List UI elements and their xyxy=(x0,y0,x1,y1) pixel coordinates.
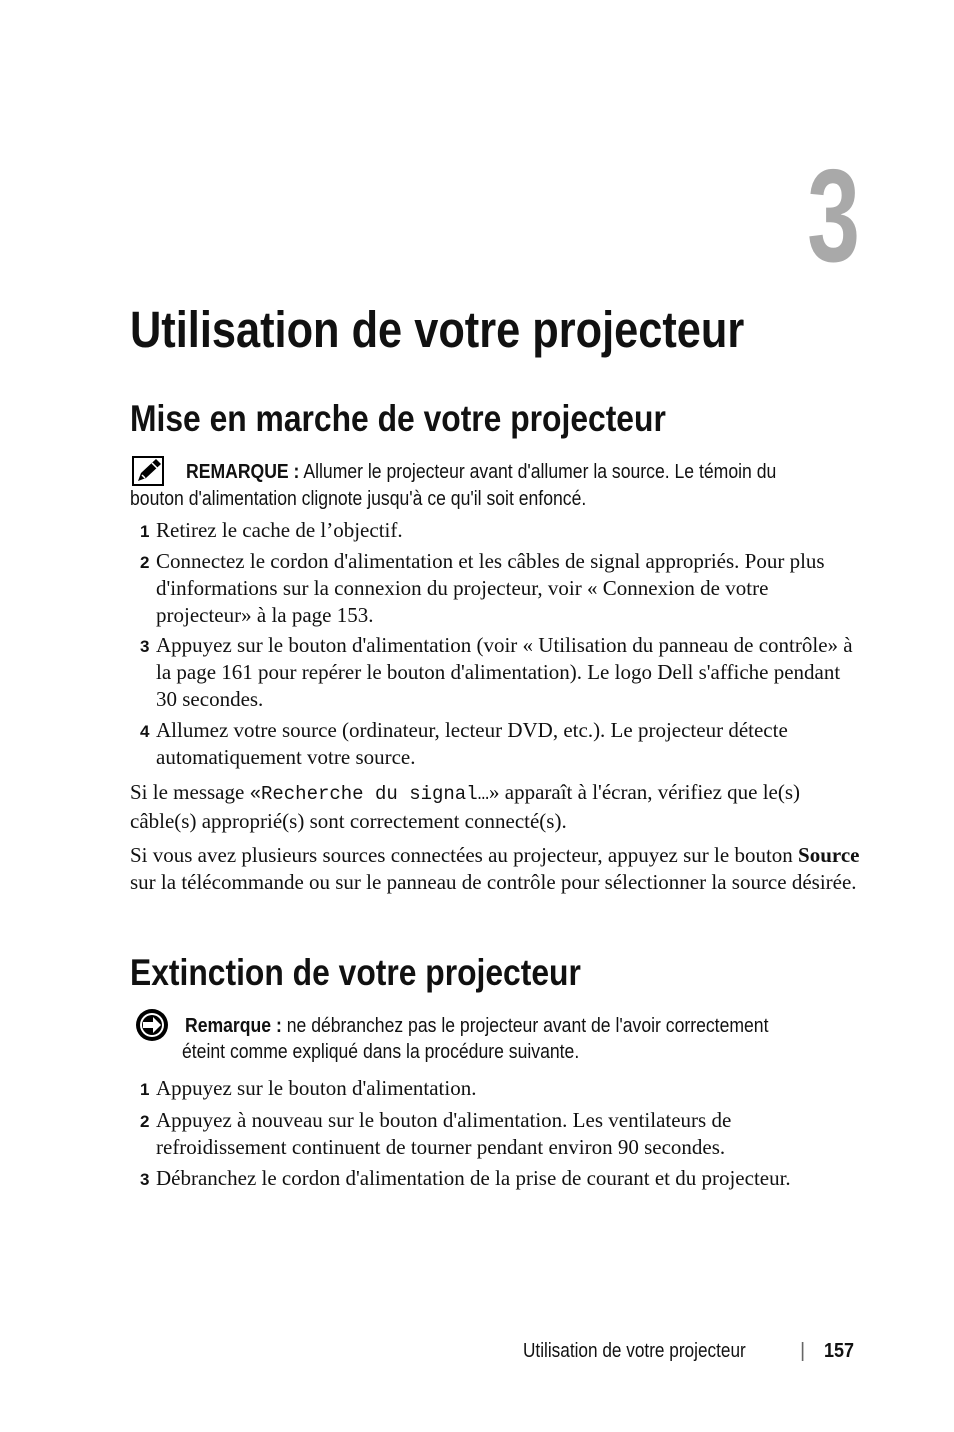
para-code: «Recherche du signal… xyxy=(249,783,490,805)
arrow-circle-notice-icon xyxy=(135,1008,169,1042)
note-power-on xyxy=(186,459,776,485)
step-number: 2 xyxy=(140,1112,150,1131)
step-text: Retirez le cache de l’objectif. xyxy=(156,518,403,542)
note-label: REMARQUE : xyxy=(186,461,300,483)
section-heading-power-off: Extinction de votre projecteur xyxy=(130,952,581,993)
list-item xyxy=(130,517,860,544)
chapter-title: Utilisation de votre projecteur xyxy=(130,301,745,358)
note-power-off xyxy=(185,1013,768,1039)
step-number: 3 xyxy=(140,637,150,656)
note-text-line1: ne débranchez pas le projecteur avant de l'avoir correctement xyxy=(286,1015,769,1037)
para-text: Si le message xyxy=(130,780,250,804)
list-item xyxy=(130,1075,860,1102)
paragraph-signal-message xyxy=(130,779,860,835)
para-text: » apparaît à l'écran, vérifiez que le(s) câble(s) approprié(s) sont correctement connecté(s). xyxy=(130,780,801,833)
step-text: Appuyez à nouveau sur le bouton d'alimentation. Les ventilateurs de refroidissement continuent de tourner pendant environ 90 secondes. xyxy=(156,1108,732,1159)
chapter-number: 3 xyxy=(807,142,860,289)
footer-title: Utilisation de votre projecteur xyxy=(523,1340,746,1362)
step-number: 1 xyxy=(140,522,150,541)
section-heading-power-on: Mise en marche de votre projecteur xyxy=(130,398,666,439)
step-number: 4 xyxy=(140,722,150,741)
list-item xyxy=(130,632,860,713)
para-bold: Source xyxy=(798,843,860,867)
note-power-on-line2: bouton d'alimentation clignote jusqu'à ce qu'il soit enfoncé. xyxy=(130,488,587,510)
pencil-note-icon xyxy=(132,456,164,486)
step-number: 3 xyxy=(140,1170,150,1189)
note-label: Remarque : xyxy=(185,1015,282,1037)
list-item xyxy=(130,1107,860,1161)
note-text-line1: Allumer le projecteur avant d'allumer la source. Le témoin du xyxy=(303,461,777,483)
step-number: 1 xyxy=(140,1080,150,1099)
para-text: Si vous avez plusieurs sources connectées au projecteur, appuyez sur le bouton xyxy=(130,843,799,867)
footer-separator: | xyxy=(800,1340,806,1362)
page-number: 157 xyxy=(824,1340,855,1362)
step-text: Débranchez le cordon d'alimentation de la prise de courant et du projecteur. xyxy=(156,1166,791,1190)
list-item xyxy=(130,548,860,629)
step-text: Allumez votre source (ordinateur, lecteur DVD, etc.). Le projecteur détecte automatiquement votre source. xyxy=(156,718,788,769)
list-item xyxy=(130,717,860,771)
note-power-off-line2: éteint comme expliqué dans la procédure suivante. xyxy=(182,1041,580,1063)
step-number: 2 xyxy=(140,553,150,572)
step-text: Appuyez sur le bouton d'alimentation. xyxy=(156,1076,477,1100)
para-text: sur la télécommande ou sur le panneau de contrôle pour sélectionner la source désirée. xyxy=(130,870,857,894)
paragraph-source xyxy=(130,842,860,896)
step-text: Connectez le cordon d'alimentation et les câbles de signal appropriés. Pour plus d'informations sur la connexion du projecteur, voir « Connexion de votre projecteur» à la page 153. xyxy=(156,549,825,627)
list-item xyxy=(130,1165,860,1192)
step-text: Appuyez sur le bouton d'alimentation (voir « Utilisation du panneau de contrôle» à la page 161 pour repérer le bouton d'alimentation). Le logo Dell s'affiche pendant 30 secondes. xyxy=(156,633,853,711)
